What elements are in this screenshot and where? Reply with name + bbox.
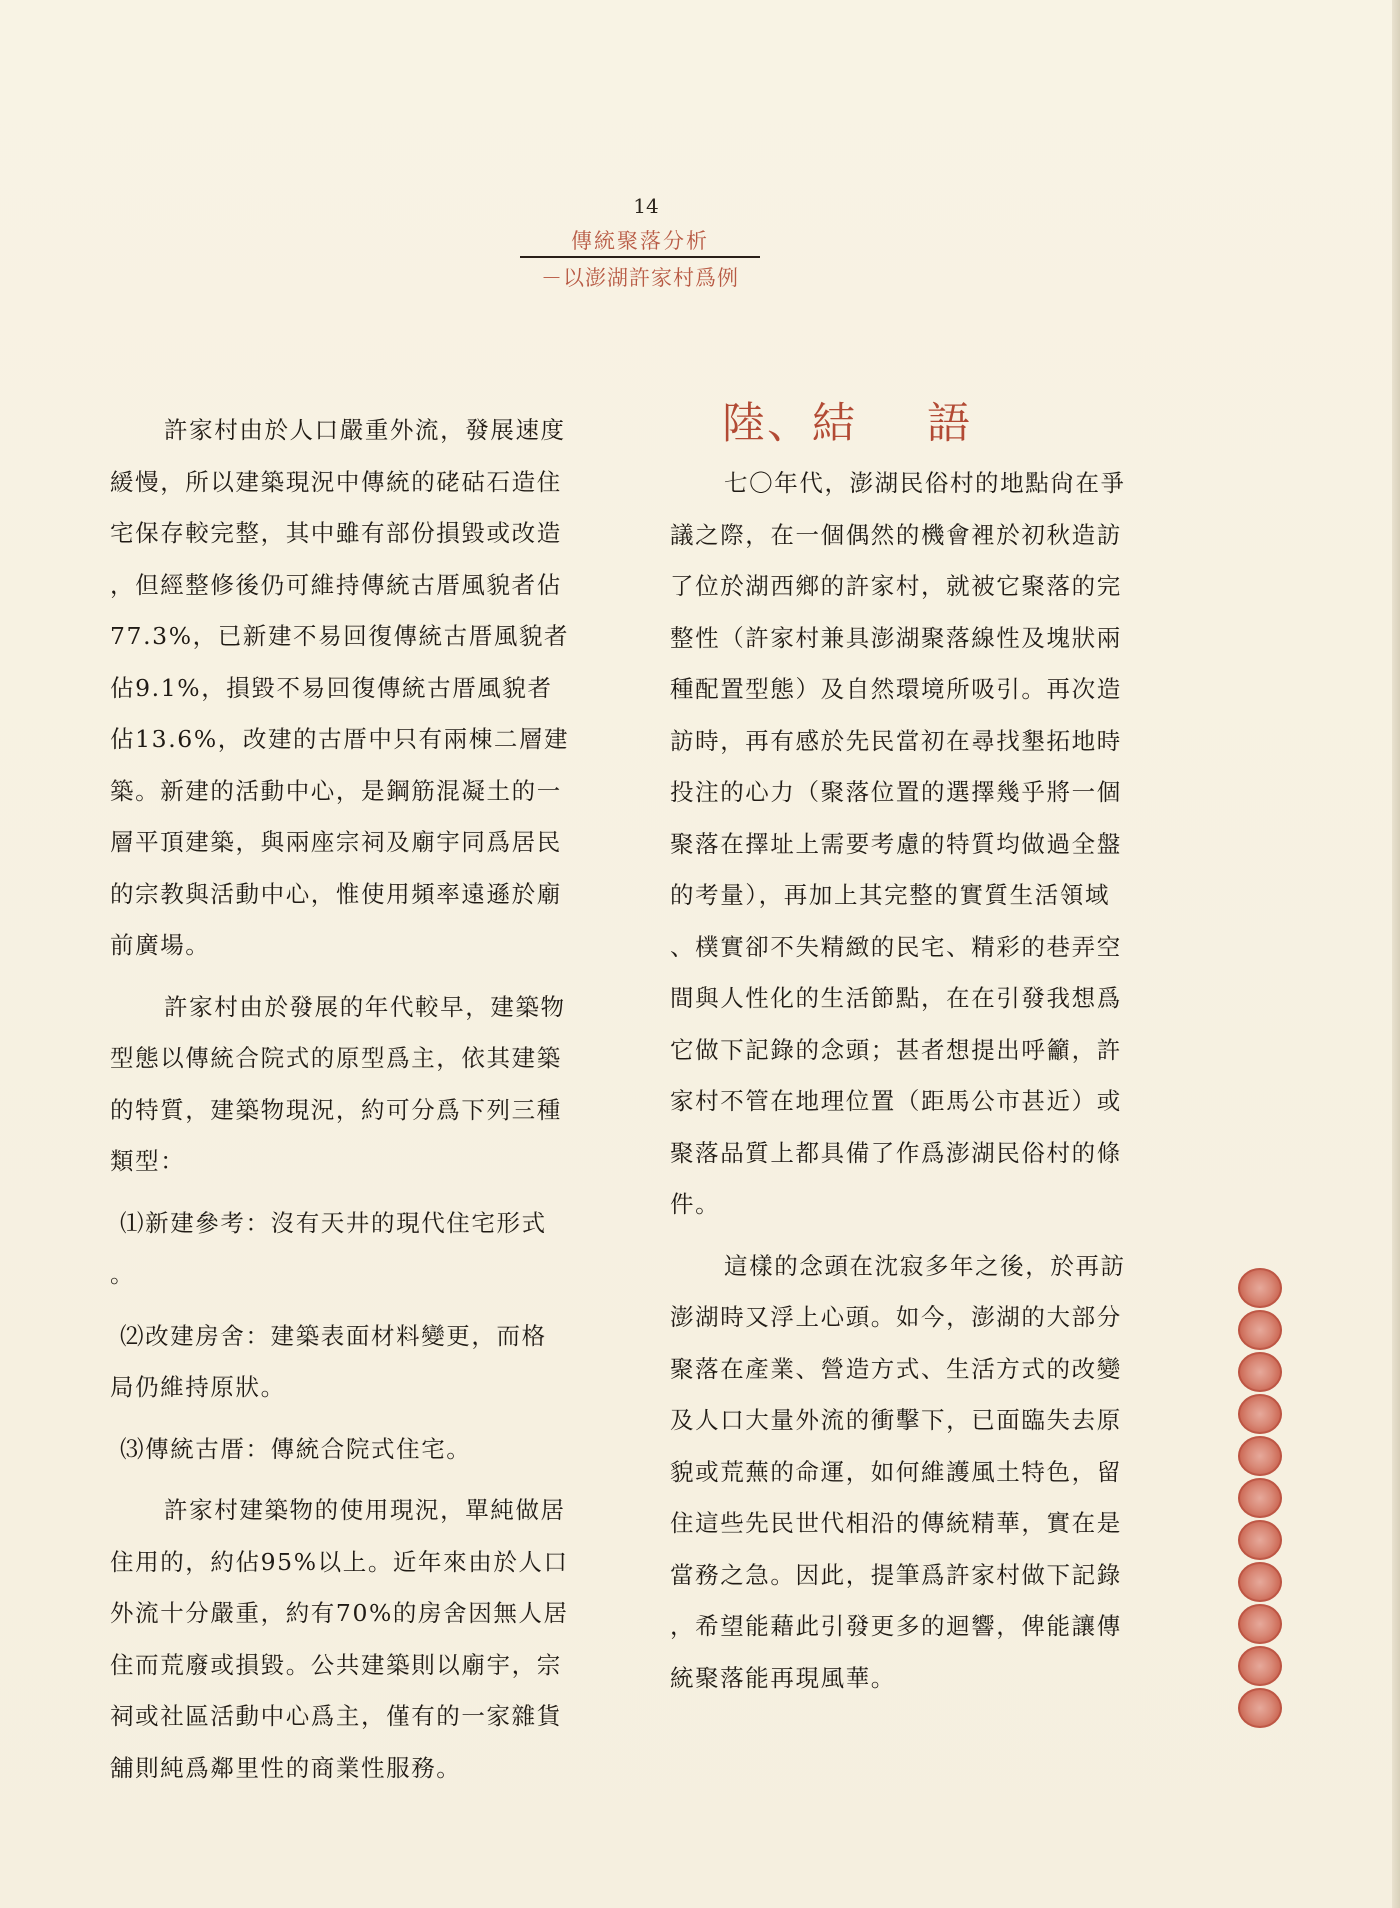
text-line: 種配置型態）及自然環境所吸引。再次造 (670, 675, 1122, 703)
decorative-seal-border (1238, 1268, 1288, 1768)
text-line: 前廣場。 (110, 931, 211, 959)
section-heading (722, 390, 1022, 450)
text-line: 七〇年代，澎湖民俗村的地點尙在爭 (724, 469, 1126, 497)
text-line: 型態以傳統合院式的原型爲主，依其建築 (110, 1044, 562, 1072)
text-line: 整性（許家村兼具澎湖聚落線性及塊狀兩 (670, 623, 1122, 652)
page-edge (1392, 0, 1400, 1908)
seal-icon (1238, 1352, 1282, 1392)
left-column (110, 405, 590, 1794)
seal-icon (1238, 1646, 1282, 1686)
text-line: 佔9.1%，損毀不易回復傳統古厝風貌者 (110, 673, 553, 702)
running-title: 傳統聚落分析 (571, 229, 709, 253)
heading-part: 語 (927, 399, 972, 449)
text-line: 貌或荒蕪的命運，如何維護風土特色，留 (670, 1457, 1122, 1486)
paragraph-gap (110, 1414, 590, 1424)
list-item: ⑶傳統古厝：傳統合院式住宅。 (120, 1434, 472, 1463)
text-line: 及人口大量外流的衝擊下，已面臨失去原 (670, 1406, 1122, 1434)
text-line: 當務之急。因此，提筆爲許家村做下記錄 (670, 1560, 1122, 1589)
text-line: 層平頂建築，與兩座宗祠及廟宇同爲居民 (110, 828, 562, 856)
text-line: 許家村由於發展的年代較早，建築物 (164, 992, 566, 1021)
text-line: 舖則純爲鄰里性的商業性服務。 (110, 1753, 462, 1782)
text-line: 住這些先民世代相沿的傳統精華，實在是 (670, 1509, 1122, 1537)
text-line: 、樸實卻不失精緻的民宅、精彩的巷弄空 (670, 932, 1122, 961)
text-line: 局仍維持原狀。 (110, 1373, 286, 1401)
text-line: 的宗教與活動中心，惟使用頻率遠遜於廟 (110, 879, 562, 908)
text-line: 祠或社區活動中心爲主，僅有的一家雜貨 (110, 1702, 562, 1730)
text-line: 聚落在擇址上需要考慮的特質均做過全盤 (670, 829, 1122, 858)
text-line: 間與人性化的生活節點，在在引發我想爲 (670, 984, 1122, 1012)
heading-part: 陸、結 (722, 399, 857, 449)
paragraph-gap (110, 1301, 590, 1311)
paragraph-gap (670, 1231, 1150, 1241)
seal-icon (1238, 1520, 1282, 1560)
text-line: ，但經整修後仍可維持傳統古厝風貌者佔 (110, 570, 562, 599)
seal-icon (1238, 1436, 1282, 1476)
text-line: 住而荒廢或損毀。公共建築則以廟宇，宗 (110, 1650, 562, 1679)
running-subtitle: －以澎湖許家村爲例 (541, 266, 739, 290)
paragraph-gap (110, 972, 590, 982)
header-divider (520, 256, 760, 258)
text-line: 的特質，建築物現況，約可分爲下列三種 (110, 1095, 562, 1124)
text-line: 外流十分嚴重，約有70%的房舍因無人居 (110, 1599, 569, 1627)
seal-icon (1238, 1394, 1282, 1434)
text-line: 了位於湖西鄉的許家村，就被它聚落的完 (670, 572, 1122, 600)
text-line: 宅保存較完整，其中雖有部份損毀或改造 (110, 519, 562, 547)
right-column (670, 458, 1150, 1704)
text-line: 的考量），再加上其完整的實質生活領域 (670, 881, 1111, 909)
text-line: 家村不管在地理位置（距馬公市甚近）或 (670, 1087, 1122, 1115)
paragraph-gap (110, 1475, 590, 1485)
seal-icon (1238, 1310, 1282, 1350)
text-line: 訪時，再有感於先民當初在尋找墾拓地時 (670, 726, 1122, 755)
text-line: 緩慢，所以建築現況中傳統的硓𥑮石造住 (110, 467, 562, 496)
text-line: 類型： (110, 1147, 186, 1175)
text-line: 許家村由於人口嚴重外流，發展速度 (164, 416, 566, 444)
text-line: ，希望能藉此引發更多的迴響，俾能讓傳 (670, 1612, 1122, 1640)
text-line: 聚落在產業、營造方式、生活方式的改變 (670, 1354, 1122, 1383)
text-line: 件。 (670, 1190, 721, 1218)
text-line: 澎湖時又浮上心頭。如今，澎湖的大部分 (670, 1303, 1122, 1331)
text-line: 這樣的念頭在沈寂多年之後，於再訪 (724, 1251, 1126, 1280)
text-line: 住用的，約佔95%以上。近年來由於人口 (110, 1547, 569, 1576)
text-line: 。 (110, 1260, 136, 1288)
page-number: 14 (633, 194, 659, 218)
list-item: ⑴新建參考：沒有天井的現代住宅形式 (120, 1208, 547, 1237)
seal-icon (1238, 1478, 1282, 1518)
text-line: 投注的心力（聚落位置的選擇幾乎將一個 (670, 778, 1122, 806)
text-line: 議之際，在一個偶然的機會裡於初秋造訪 (670, 520, 1122, 549)
seal-icon (1238, 1688, 1282, 1728)
seal-icon (1238, 1604, 1282, 1644)
text-line: 77.3%，已新建不易回復傳統古厝風貌者 (110, 622, 570, 650)
text-line: 許家村建築物的使用現況，單純做居 (164, 1496, 566, 1524)
seal-icon (1238, 1268, 1282, 1308)
text-line: 統聚落能再現風華。 (670, 1663, 896, 1692)
text-line: 築。新建的活動中心，是鋼筋混凝土的一 (110, 776, 562, 805)
seal-icon (1238, 1562, 1282, 1602)
text-line: 佔13.6%，改建的古厝中只有兩棟二層建 (110, 725, 570, 753)
text-line: 它做下記錄的念頭；甚者想提出呼籲，許 (670, 1035, 1122, 1064)
text-line: 聚落品質上都具備了作爲澎湖民俗村的條 (670, 1138, 1122, 1167)
paragraph-gap (110, 1188, 590, 1198)
list-item: ⑵改建房舍：建築表面材料變更，而格 (120, 1321, 547, 1350)
